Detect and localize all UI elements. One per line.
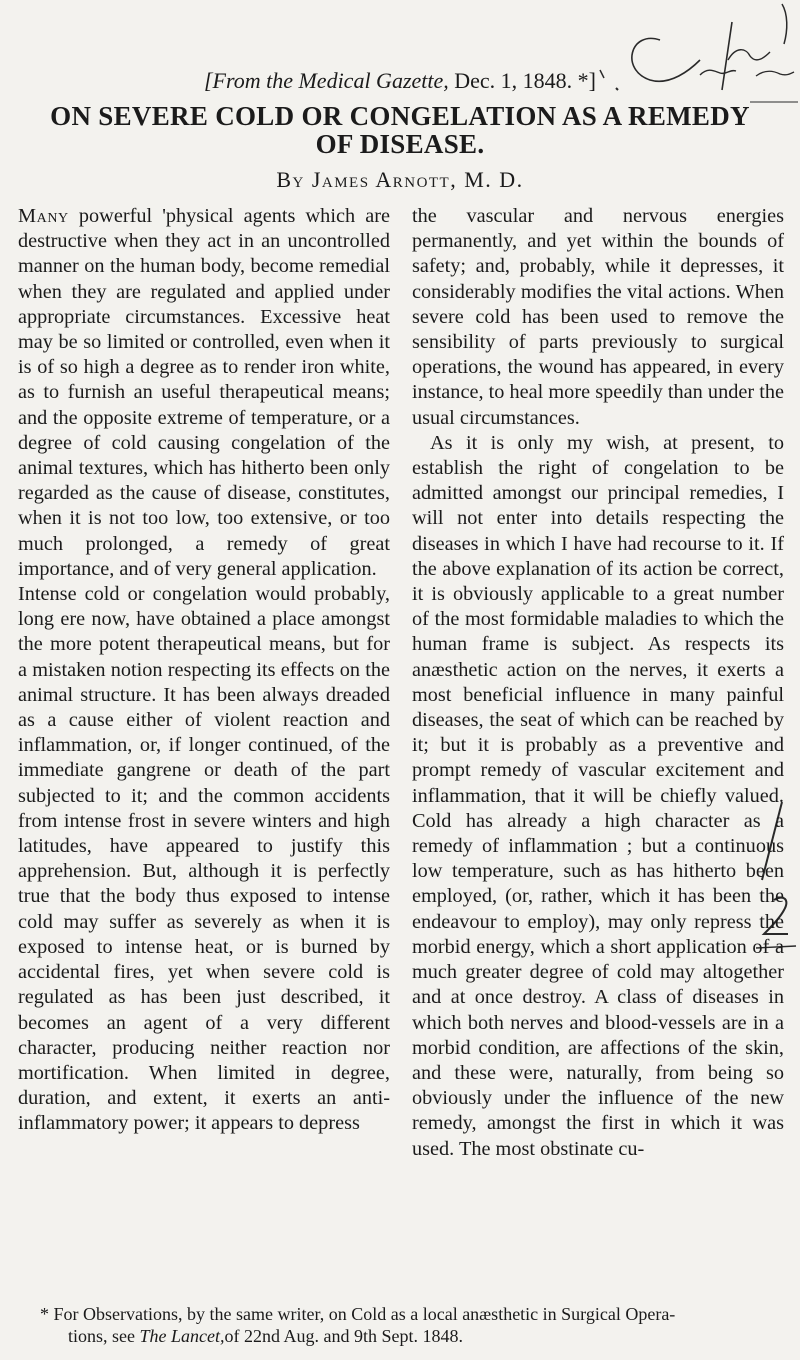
paragraph [18, 204, 390, 582]
byline: By James Arnott, M. D. [276, 167, 524, 192]
paragraph: As it is only my wish, at present, to establish the right of congelation to be admitted amongst our principal remedies, I will not enter into details respecting the diseases in which I have had recourse to it. If the above explanation of its action be correct, it is obviously applicable to a great number of the most formidable maladies to which the human frame is subject. As respects its anæsthetic action on the nerves, it exerts a most beneficial influence in many painful diseases, the seat of which can be reached by it; but it is probably as a preventive and prompt remedy of vascular excitement and inflammation, that it will be chiefly valued. Cold has already a high character as a remedy of inflammation ; but a continuous low temperature, such as has hitherto been employed, (or, rather, which it has been the endeavour to employ), may only repress the morbid energy, which a short application of a much greater degree of cold may altogether and at once destroy. A class of diseases in which both nerves and blood-vessels are in a morbid condition, are affections of the skin, and these were, naturally, from being so obviously under the influence of the new remedy, amongst the first in which it was used. The most obstinate cu- [412, 431, 784, 1160]
footnote-line-2 [40, 1325, 780, 1347]
article-body [18, 204, 784, 1162]
source-date: Dec. 1, 1848. *] [454, 68, 597, 93]
paragraph-text: powerful 'physical agents which are destructive when they act in an uncontrolled manner on the human body, become remedial when they are regulated and applied under appropriate circumstances. Excessive heat may be so limited or controlled, even when it is of so high a degree as to render iron white, as to furnish an useful therapeutical means; and the opposite extreme of temperature, or a degree of cold causing congelation of the animal textures, which has hitherto been only regarded as the cause of disease, constitutes, when it is not too low, too extensive, or too much prolonged, a remedy of great importance, and of very general application. [18, 205, 390, 580]
footnote-text: tions, see [68, 1326, 140, 1346]
title-line-1: ON SEVERE COLD OR CONGELATION AS A REMEDY [50, 101, 750, 131]
column-right [412, 204, 784, 1162]
source-publication: From the Medical Gazette, [212, 68, 449, 93]
column-left [18, 204, 390, 1162]
footnote [40, 1303, 780, 1347]
title-line-2: OF DISEASE. [315, 129, 485, 159]
paragraph: Intense cold or congelation would probably, long ere now, have obtained a place amongst the more potent therapeutical means, but for a mistaken notion respecting its effects on the animal structure. It has been always dreaded as a cause either of violent reaction and inflammation, or, if longer continued, of the immediate gangrene or death of the part subjected to it; and the common accidents from intense frost in severe winters and high latitudes, have appeared to justify this apprehension. But, although it is perfectly true that the body thus exposed to intense cold may suffer as severely as when it is exposed to intense heat, or is burned by accidental fires, yet when severe cold is regulated as has been just described, it becomes an agent of a very different character, producing neither reaction nor mortification. When limited in degree, duration, and extent, it exerts an anti-inflammatory power; it appears to depress [18, 583, 390, 1135]
lead-word: Many [18, 205, 69, 227]
footnote-line-1: * For Observations, by the same writer, on Cold as a local anæsthetic in Surgical Opera- [40, 1304, 676, 1324]
article-title [0, 102, 800, 158]
source-prefix: [ [203, 68, 213, 93]
source-citation [0, 68, 800, 94]
footnote-text: of 22nd Aug. and 9th Sept. 1848. [224, 1326, 463, 1346]
paragraph: the vascular and nervous energies permanently, and yet within the bounds of safety; and, probably, while it depresses, it considerably modifies the vital actions. When severe cold has been used to remove the sensibility of parts previously to surgical operations, the wound has appeared, in every instance, to heal more speedily than under the usual circumstances. [412, 205, 784, 429]
journal-name: The Lancet, [139, 1326, 225, 1346]
